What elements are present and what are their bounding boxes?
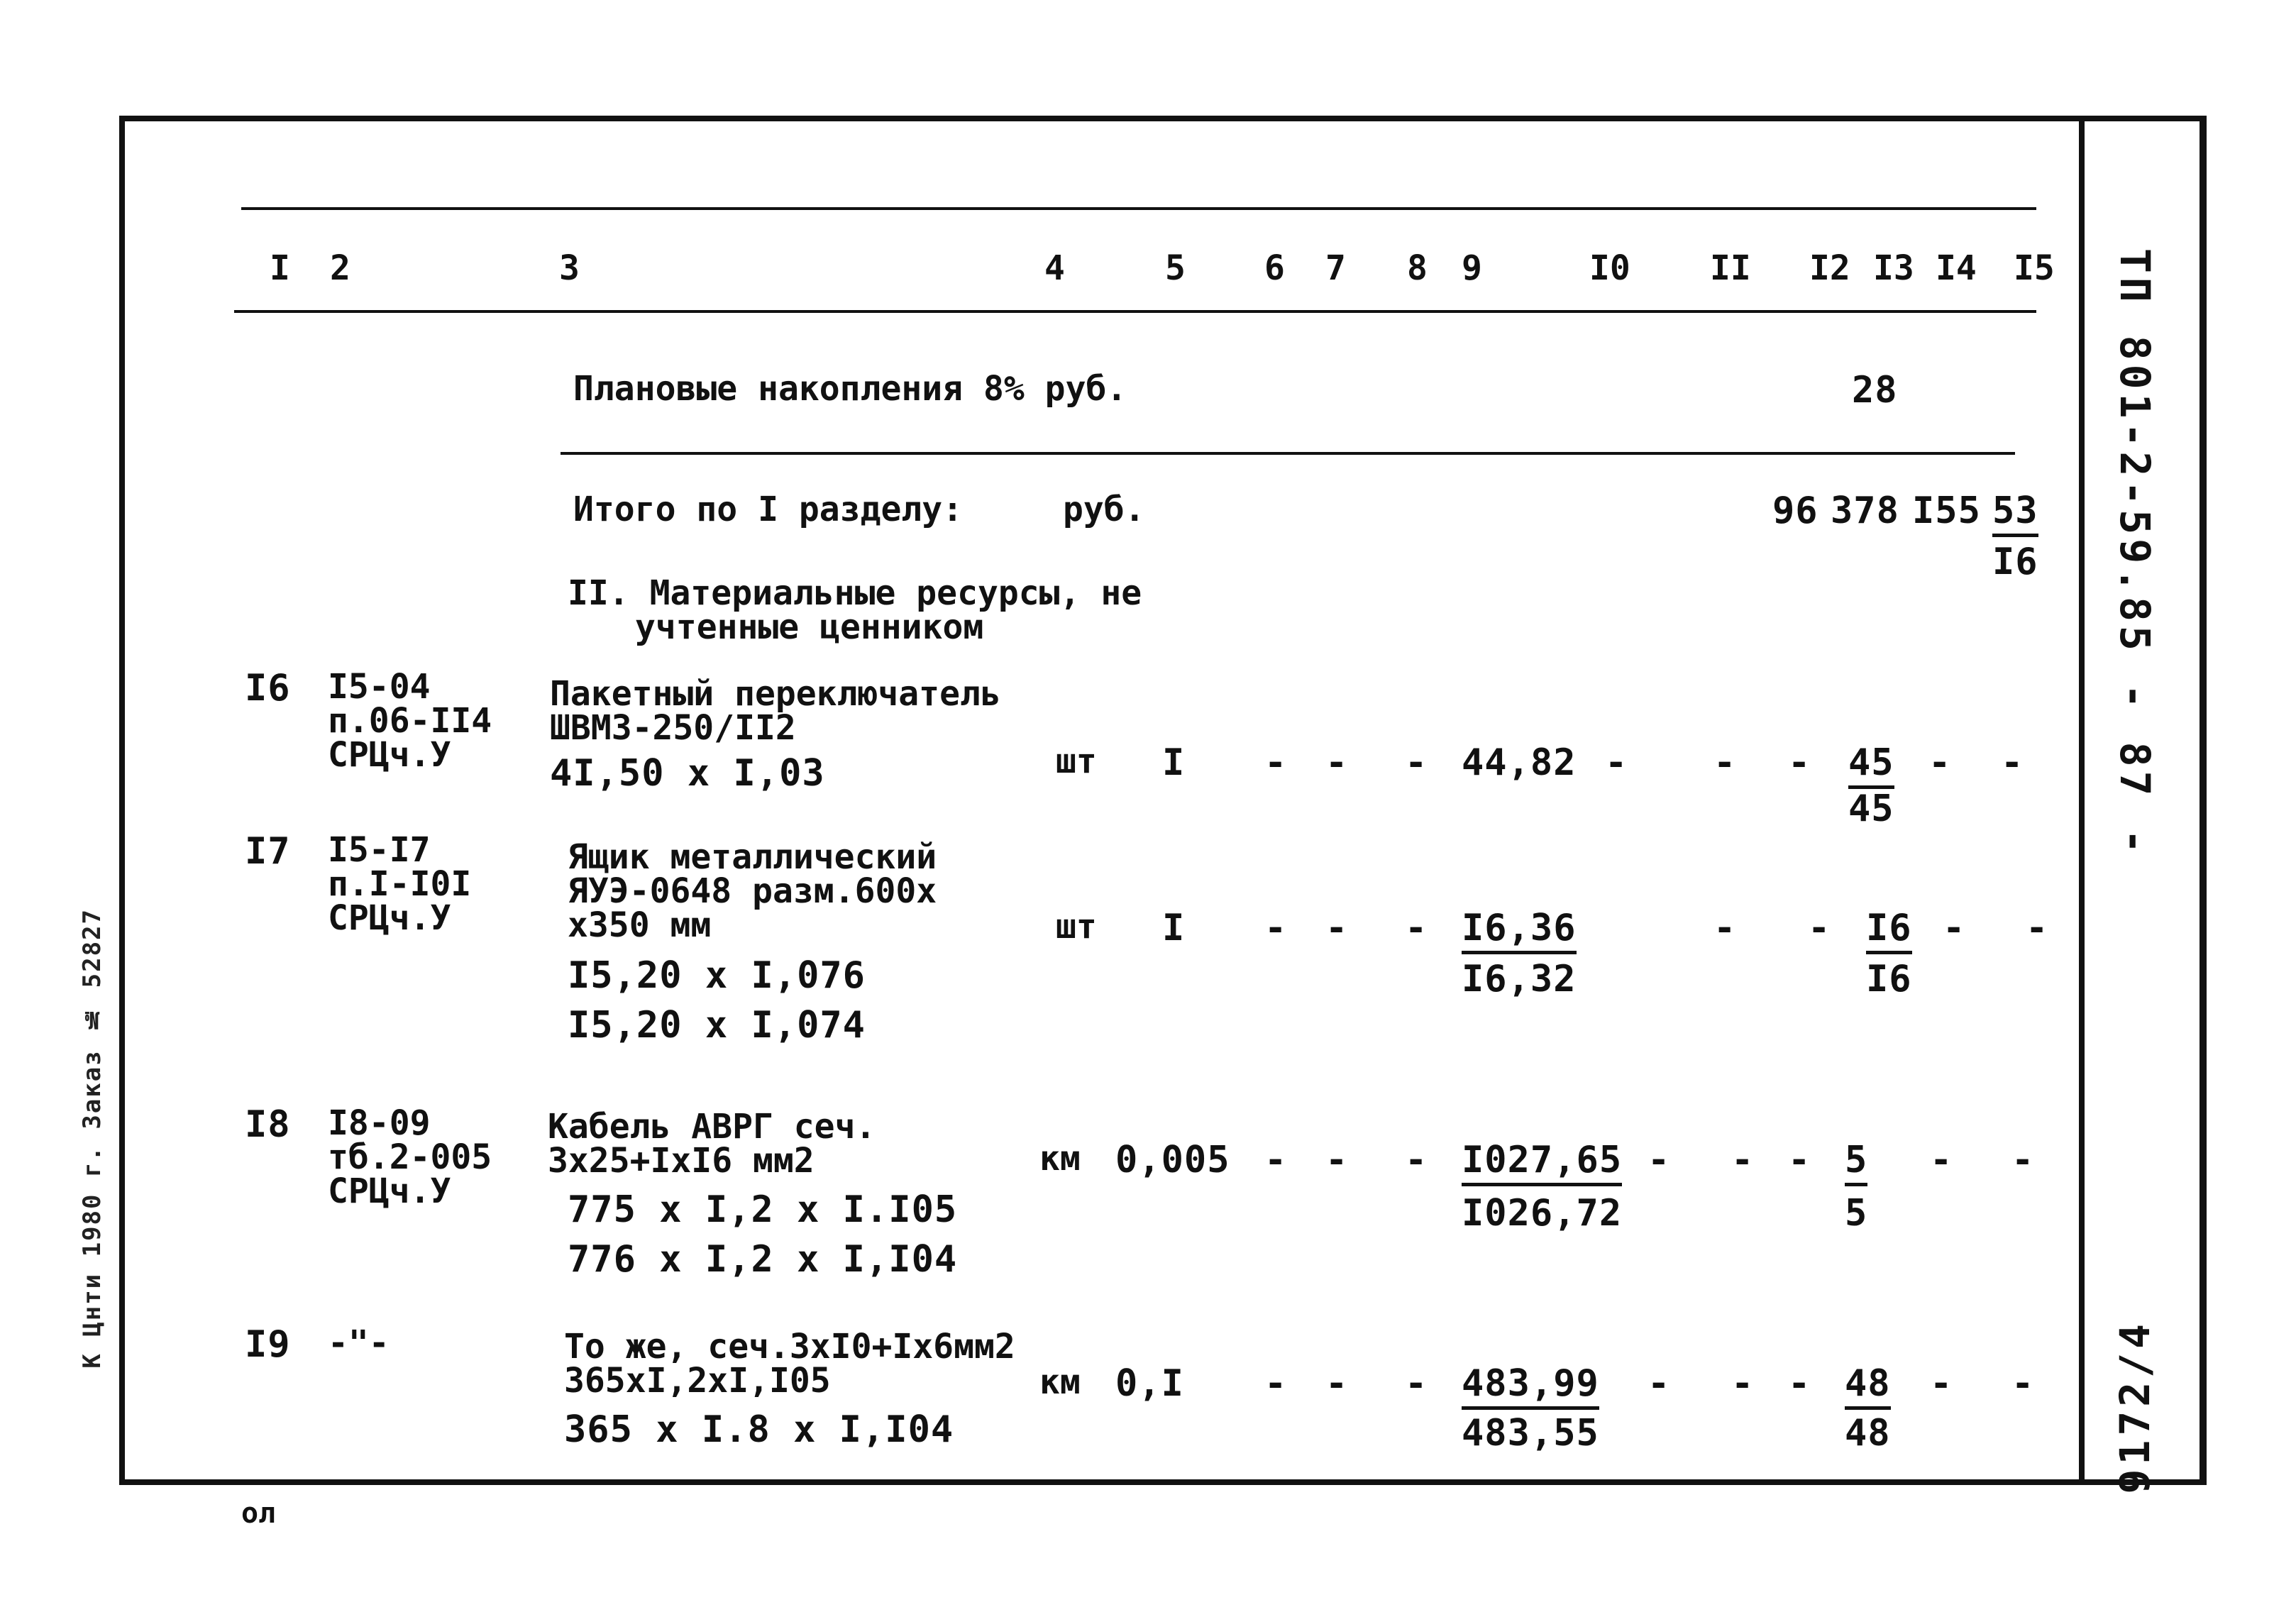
row-c10: -: [1605, 741, 1628, 784]
row-c8: -: [1405, 907, 1428, 949]
total-c12: 96: [1772, 490, 1818, 532]
row-unit: км: [1039, 1362, 1081, 1402]
col-header: 2: [330, 248, 351, 288]
planned-rule: [561, 452, 2015, 455]
row-ref: тб.2-005: [328, 1137, 492, 1177]
total-c15-bottom: I6: [1992, 541, 2038, 583]
row-c6: -: [1264, 1139, 1288, 1181]
row-calculation: 775 x I,2 x I.I05: [568, 1188, 958, 1231]
row-c8: -: [1405, 1362, 1428, 1405]
row-description: ЯУЭ-0648 разм.600х: [568, 871, 937, 911]
planned-value: 28: [1852, 369, 1898, 412]
left-margin-note: К Цнти 1980 г. Заказ № 52827: [78, 908, 106, 1369]
col-header: 9: [1462, 248, 1482, 288]
row-ref: п.06-II4: [328, 701, 492, 741]
row-number: I6: [245, 667, 291, 710]
row-c13-bottom: 45: [1848, 788, 1894, 830]
row-ref: I8-09: [328, 1103, 431, 1143]
row-c11: -: [1731, 1362, 1755, 1405]
row-c15: -: [2011, 1362, 2035, 1405]
col-header: 8: [1407, 248, 1428, 288]
row-number: I9: [245, 1323, 291, 1366]
row-c9: 44,82: [1462, 741, 1577, 784]
row-c9: 483,99: [1462, 1362, 1599, 1410]
col-header: I: [270, 248, 290, 288]
row-c7: -: [1325, 1362, 1349, 1405]
row-c6: -: [1264, 1362, 1288, 1405]
row-c14: -: [1930, 1362, 1953, 1405]
row-quantity: 0,005: [1115, 1139, 1230, 1181]
bottom-note: ол: [241, 1497, 276, 1530]
row-quantity: I: [1162, 907, 1186, 949]
row-c12: -: [1788, 1362, 1811, 1405]
col-header: 6: [1264, 248, 1285, 288]
row-unit: км: [1039, 1139, 1081, 1179]
row-number: I8: [245, 1103, 291, 1146]
col-header: 4: [1044, 248, 1065, 288]
row-c6: -: [1264, 907, 1288, 949]
row-c13-bottom: 48: [1845, 1412, 1891, 1455]
row-c13: 48: [1845, 1362, 1891, 1410]
row-c11: -: [1731, 1139, 1755, 1181]
row-c13: 5: [1845, 1139, 1867, 1186]
row-c13-bottom: I6: [1866, 958, 1912, 1000]
row-c12: -: [1808, 907, 1831, 949]
row-calculation: I5,20 x I,076: [568, 954, 866, 997]
row-unit: шт: [1056, 907, 1097, 947]
col-header: II: [1710, 248, 1751, 288]
row-description: 365хI,2хI,I05: [564, 1361, 831, 1401]
row-number: I7: [245, 830, 291, 873]
total-label: Итого по I разделу:: [573, 490, 964, 529]
row-unit: шт: [1056, 741, 1097, 781]
row-ref: СРЦч.У: [328, 898, 451, 938]
planned-label: Плановые накопления 8% руб.: [573, 369, 1127, 409]
row-c9: I6,36: [1462, 907, 1577, 954]
row-c15: -: [2001, 741, 2024, 784]
total-unit: руб.: [1063, 490, 1145, 529]
row-c15: -: [2011, 1139, 2035, 1181]
row-description: Ящик металлический: [568, 837, 937, 877]
col-header: 3: [559, 248, 580, 288]
row-c12: -: [1788, 741, 1811, 784]
header-bottom-rule: [234, 310, 2036, 313]
total-c13: 378: [1831, 490, 1899, 532]
section-title: II. Материальные ресурсы, не: [568, 573, 1142, 613]
row-c8: -: [1405, 1139, 1428, 1181]
total-c15-top: 53: [1992, 490, 2038, 537]
row-calculation: 4I,50 x I,03: [550, 752, 825, 795]
col-header: 7: [1325, 248, 1346, 288]
col-header: I2: [1809, 248, 1850, 288]
row-c7: -: [1325, 907, 1349, 949]
row-ref: I5-04: [328, 667, 431, 707]
row-description: То же, сеч.3хI0+Iх6мм2: [564, 1327, 1015, 1367]
row-c14: -: [1930, 1139, 1953, 1181]
row-c7: -: [1325, 741, 1349, 784]
row-c15: -: [2026, 907, 2049, 949]
row-c11: -: [1713, 741, 1737, 784]
row-calculation: 365 x I.8 x I,I04: [564, 1408, 954, 1451]
row-ref: СРЦч.У: [328, 1171, 451, 1211]
row-description: х350 мм: [568, 905, 712, 945]
row-c13-bottom: 5: [1845, 1192, 1868, 1235]
row-c6: -: [1264, 741, 1288, 784]
row-description: Пакетный переключатель: [550, 674, 1001, 714]
row-c13: I6: [1866, 907, 1912, 954]
row-description: Кабель АВРГ сеч.: [548, 1107, 876, 1147]
row-quantity: I: [1162, 741, 1186, 784]
col-header: 5: [1165, 248, 1186, 288]
row-c14: -: [1928, 741, 1952, 784]
row-c14: -: [1943, 907, 1966, 949]
row-description: 3х25+IхI6 мм2: [548, 1141, 815, 1181]
row-c11: -: [1713, 907, 1737, 949]
col-header: I5: [2014, 248, 2055, 288]
document-code: ТП 801-2-59.85 - 87 -: [2111, 248, 2159, 859]
row-c12: -: [1788, 1139, 1811, 1181]
row-c8: -: [1405, 741, 1428, 784]
total-c14: I55: [1912, 490, 1981, 532]
row-quantity: 0,I: [1115, 1362, 1184, 1405]
row-c9-bottom: I026,72: [1462, 1192, 1623, 1235]
col-header: I0: [1589, 248, 1630, 288]
row-c10: -: [1648, 1139, 1671, 1181]
row-c10: -: [1648, 1362, 1671, 1405]
row-c13: 45: [1848, 741, 1894, 789]
row-ref: п.I-I0I: [328, 864, 472, 904]
row-c9-bottom: 483,55: [1462, 1412, 1599, 1455]
col-header: I3: [1873, 248, 1914, 288]
row-c9: I027,65: [1462, 1139, 1622, 1186]
row-c9-bottom: I6,32: [1462, 958, 1577, 1000]
row-calculation: I5,20 x I,074: [568, 1004, 866, 1047]
row-description: ШВМЗ-250/II2: [550, 708, 796, 748]
row-c7: -: [1325, 1139, 1349, 1181]
col-header: I4: [1936, 248, 1977, 288]
section-subtitle: учтенные ценником: [635, 607, 984, 647]
sheet-number: 9172/4: [2111, 1320, 2159, 1494]
header-top-rule: [241, 207, 2036, 210]
row-calculation: 776 x I,2 x I,I04: [568, 1238, 958, 1281]
row-ref: I5-I7: [328, 830, 431, 870]
row-ref: -"-: [328, 1323, 390, 1363]
row-ref: СРЦч.У: [328, 735, 451, 775]
